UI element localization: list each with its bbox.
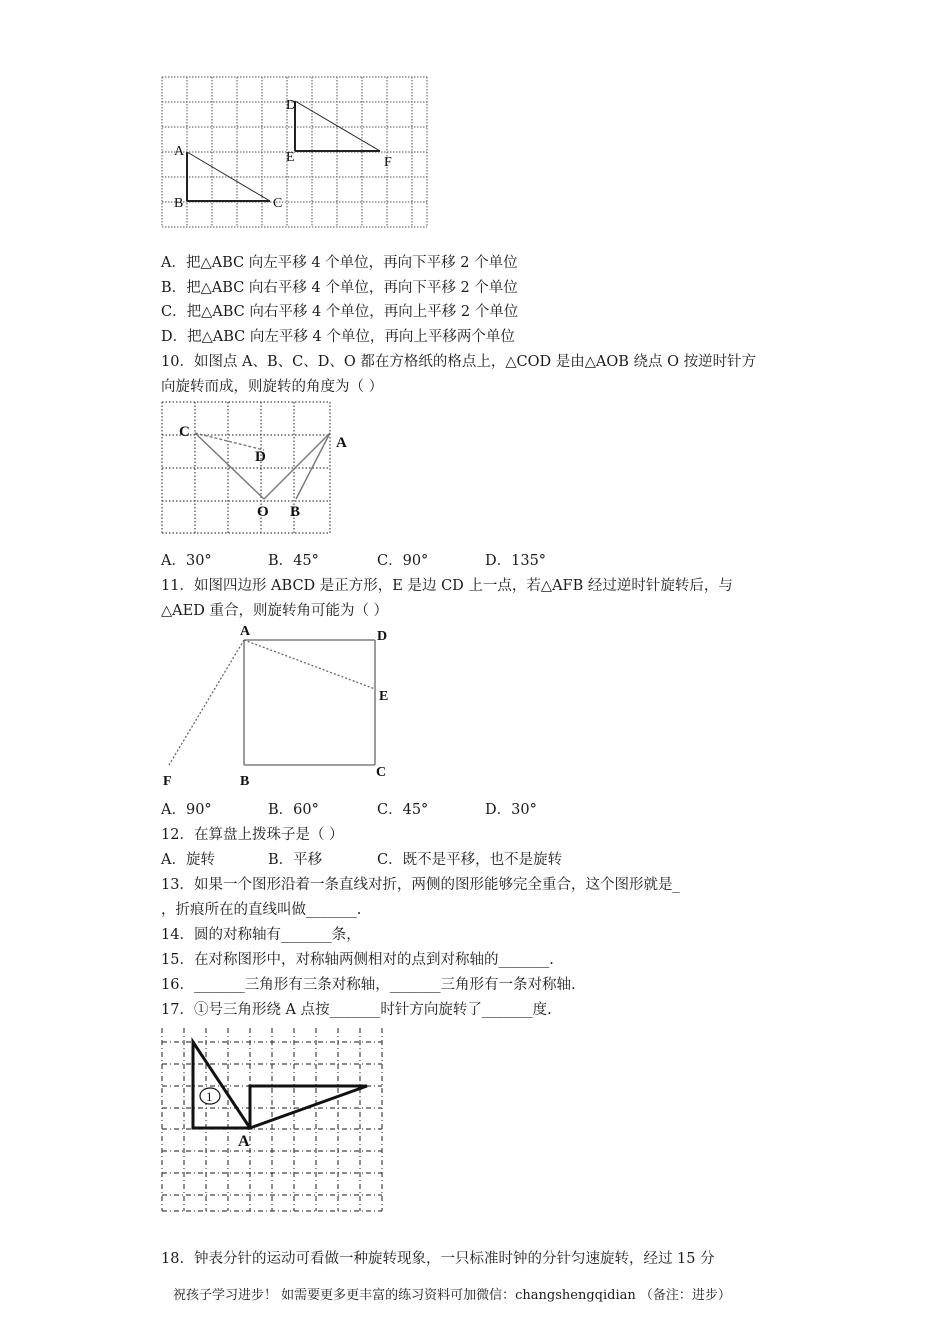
label-a: A	[174, 144, 185, 159]
q11-option-d: D．30°	[485, 802, 537, 818]
figure-triangle-rotation	[158, 1026, 388, 1216]
q12-option-b: B．平移	[268, 852, 323, 868]
label-c: C	[376, 765, 387, 780]
q12-stem: 12．在算盘上拨珠子是（ ）	[161, 827, 344, 843]
label-o: O	[257, 504, 269, 520]
q11-option-c: C．45°	[377, 802, 429, 818]
label-f: F	[163, 774, 172, 789]
q16: 16．_______三角形有三条对称轴，_______三角形有一条对称轴.	[161, 977, 576, 993]
label-c: C	[273, 196, 283, 211]
figure-rotation-grid	[158, 398, 353, 538]
q10-stem-line1: 10．如图点 A、B、C、D、O 都在方格纸的格点上，△COD 是由△AOB 绕点 O 按逆时针方	[161, 354, 757, 370]
triangle-2	[250, 1086, 367, 1128]
q10-option-b: B．45°	[268, 553, 319, 569]
label-d: D	[255, 449, 266, 465]
q18: 18．钟表分针的运动可看做一种旋转现象，一只标准时钟的分针匀速旋转，经过 15 分	[161, 1251, 715, 1267]
q11-stem-line2: △AED 重合，则旋转角可能为（ ）	[161, 603, 389, 619]
q12-option-a: A．旋转	[161, 852, 215, 868]
q12-option-c: C．既不是平移，也不是旋转	[377, 852, 563, 868]
q10-option-c: C．90°	[377, 553, 429, 569]
label-a: A	[336, 435, 347, 451]
label-e: E	[286, 150, 295, 165]
q11-stem-line1: 11．如图四边形 ABCD 是正方形，E 是边 CD 上一点，若△AFB 经过逆时针旋转后，与	[161, 578, 733, 594]
q11-option-a: A．90°	[161, 802, 212, 818]
q9-option-a: A．把△ABC 向左平移 4 个单位，再向下平移 2 个单位	[161, 255, 518, 271]
q14: 14．圆的对称轴有_______条，	[161, 927, 361, 943]
label-c: C	[179, 424, 190, 440]
q9-option-c: C．把△ABC 向右平移 4 个单位，再向上平移 2 个单位	[161, 304, 519, 320]
circled-number-1	[200, 1088, 220, 1104]
page-footer: 祝孩子学习进步！ 如需要更多更丰富的练习资料可加微信：changshengqidian （备注：进步）	[173, 1288, 731, 1303]
q13-line1: 13．如果一个图形沿着一条直线对折，两侧的图形能够完全重合，这个图形就是_	[161, 877, 680, 893]
figure-translation-grid	[158, 74, 433, 231]
q10-option-a: A．30°	[161, 553, 212, 569]
triangle-1	[193, 1042, 250, 1128]
q11-option-b: B．60°	[268, 802, 319, 818]
q15: 15．在对称图形中，对称轴两侧相对的点到对称轴的_______.	[161, 952, 554, 968]
grid-lines	[162, 402, 330, 533]
figure-square-abcd	[158, 620, 398, 790]
q10-option-d: D．135°	[485, 553, 547, 569]
q9-option-d: D．把△ABC 向左平移 4 个单位，再向上平移两个单位	[161, 329, 515, 345]
circled-number-label: 1	[206, 1089, 213, 1104]
label-d: D	[286, 98, 297, 113]
rotation-lines	[195, 433, 330, 499]
label-b: B	[290, 504, 301, 520]
label-b: B	[240, 774, 250, 789]
label-a: A	[238, 1133, 250, 1150]
q17: 17．①号三角形绕 A 点按_______时针方向旋转了_______度.	[161, 1002, 552, 1018]
q9-option-b: B．把△ABC 向右平移 4 个单位，再向下平移 2 个单位	[161, 280, 518, 296]
label-f: F	[384, 155, 392, 170]
label-e: E	[379, 689, 389, 704]
label-b: B	[174, 196, 184, 211]
label-a: A	[240, 624, 251, 639]
label-d: D	[377, 629, 388, 644]
q10-stem-line2: 向旋转而成，则旋转的角度为（ ）	[161, 379, 384, 395]
q13-line2: ，折痕所在的直线叫做_______.	[161, 902, 362, 918]
